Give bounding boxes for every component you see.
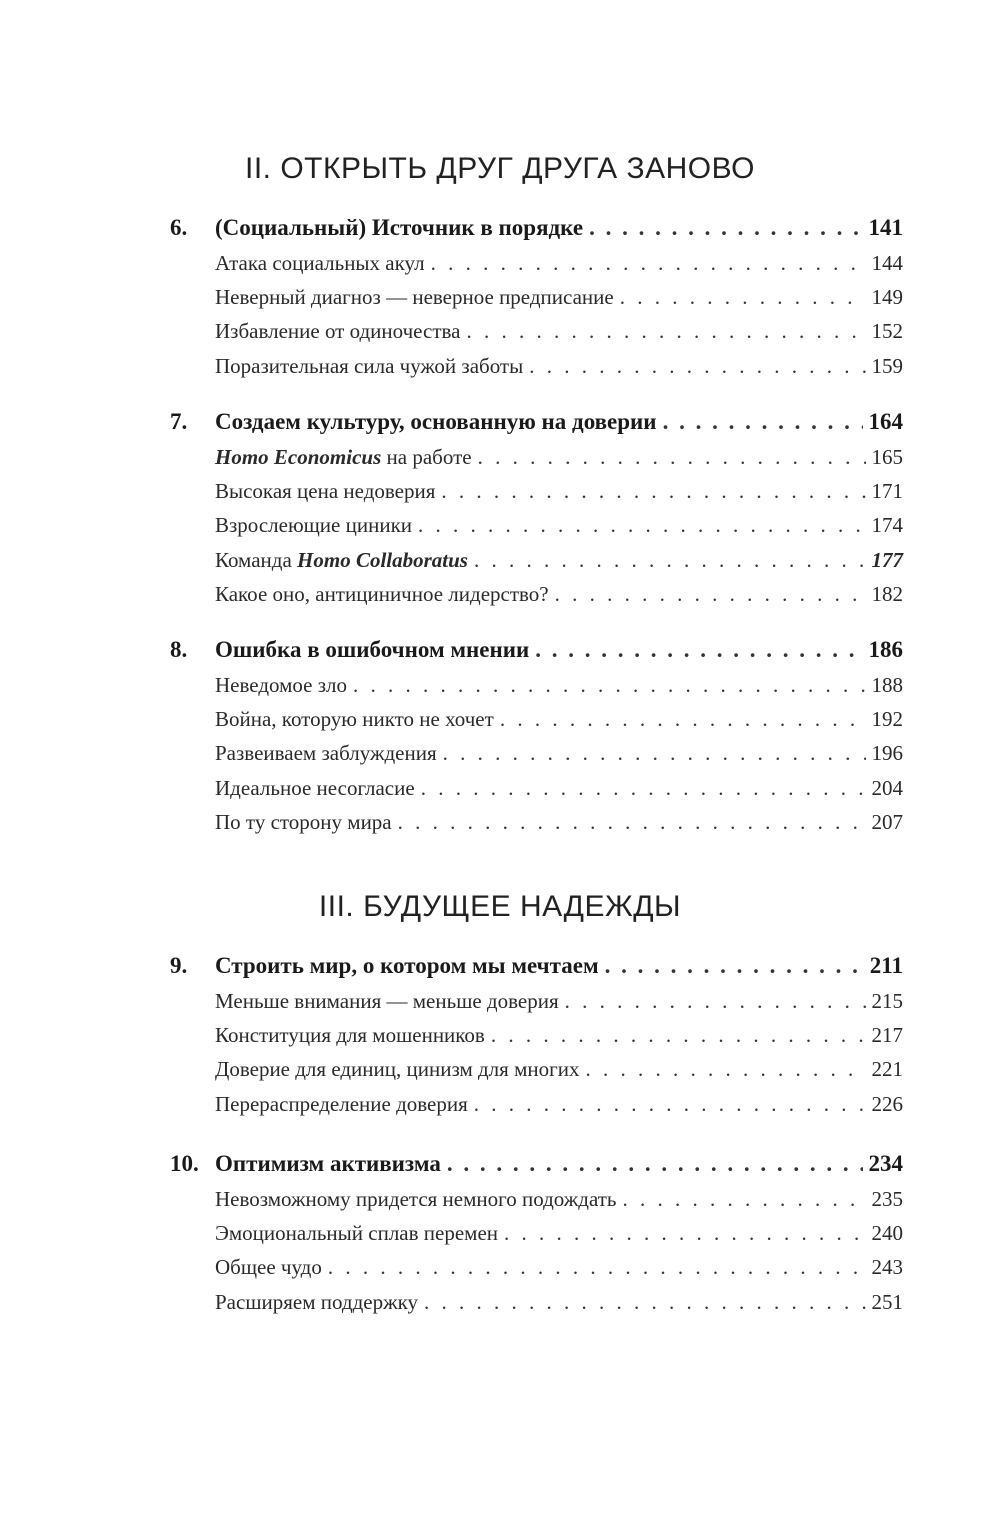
chapter-title: Создаем культуру, основанную на доверии — [215, 409, 657, 434]
chapter-title: Оптимизм активизма — [215, 1151, 441, 1176]
page-number: 152 — [871, 319, 903, 344]
chapter-entry[interactable] — [0, 949, 1000, 983]
section-title: Какое оно, антициничное лидерство? — [215, 581, 549, 606]
chapter-line — [215, 633, 903, 667]
dot-leader — [605, 949, 864, 983]
chapter-title: (Социальный) Источник в порядке — [215, 215, 584, 240]
dot-leader — [478, 440, 866, 474]
section-entry[interactable] — [0, 702, 1000, 736]
part-title: III. БУДУЩЕЕ НАДЕЖДЫ — [318, 890, 682, 923]
section-line — [215, 984, 903, 1018]
chapter-number: 6. — [170, 215, 188, 240]
chapter-line — [215, 1147, 903, 1181]
dot-leader — [535, 633, 862, 667]
italic-term: Homo Collaboratus — [297, 547, 468, 572]
dot-leader — [328, 1250, 866, 1284]
dot-leader — [620, 280, 866, 314]
section-title: Избавление от одиночества — [215, 319, 461, 344]
section-title: Конституция для мошенников — [215, 1023, 485, 1048]
dot-leader — [500, 702, 866, 736]
italic-term: Homo Economicus — [215, 445, 382, 469]
page-number: 235 — [871, 1187, 903, 1211]
section-line — [215, 1216, 903, 1250]
page-number: 234 — [868, 1151, 903, 1176]
dot-leader — [565, 984, 866, 1018]
section-title: Взрослеющие циники — [215, 513, 413, 538]
dot-leader — [529, 349, 865, 383]
section-entry[interactable] — [0, 246, 1000, 280]
page-number: 240 — [871, 1221, 903, 1246]
chapter-number: 7. — [170, 409, 188, 434]
page-number: 196 — [871, 741, 903, 766]
section-line — [215, 1250, 903, 1284]
dot-leader — [663, 405, 863, 439]
section-line — [215, 440, 903, 474]
section-entry[interactable] — [0, 1216, 1000, 1250]
section-entry[interactable] — [0, 543, 1000, 577]
chapter-title: Строить мир, о котором мы мечтаем — [215, 953, 599, 978]
section-title: Высокая цена недоверия — [215, 479, 436, 504]
section-line — [215, 736, 903, 770]
dot-leader — [421, 771, 866, 805]
section-title: Идеальное несогласие — [215, 775, 415, 800]
section-entry[interactable] — [0, 1285, 1000, 1319]
section-line — [215, 543, 903, 577]
section-line — [215, 1052, 903, 1086]
section-entry[interactable] — [0, 805, 1000, 839]
section-entry[interactable] — [0, 577, 1000, 611]
section-entry[interactable] — [0, 440, 1000, 474]
chapter-line — [215, 949, 903, 983]
section-line — [215, 280, 903, 314]
section-entry[interactable] — [0, 1052, 1000, 1086]
chapter-entry[interactable] — [0, 633, 1000, 667]
page-number: 164 — [868, 409, 903, 434]
dot-leader — [555, 577, 866, 611]
section-title: Война, которую никто не хочет — [215, 707, 494, 732]
dot-leader — [447, 1147, 863, 1181]
section-entry[interactable] — [0, 736, 1000, 770]
section-line — [215, 668, 903, 702]
page-number: 149 — [871, 285, 903, 310]
section-line — [215, 1285, 903, 1319]
section-line — [215, 702, 903, 736]
chapter-number: 8. — [170, 637, 188, 662]
section-title: Неведомое зло — [215, 673, 347, 697]
page-number: 192 — [871, 707, 903, 732]
section-title: По ту сторону мира — [215, 809, 392, 834]
page-number: 165 — [871, 445, 903, 469]
page-number: 221 — [871, 1057, 903, 1082]
section-line — [215, 349, 903, 383]
section-entry[interactable] — [0, 1018, 1000, 1052]
section-entry[interactable] — [0, 1182, 1000, 1216]
chapter-number: 9. — [170, 953, 188, 978]
page-number: 186 — [868, 637, 903, 662]
page-number: 171 — [871, 479, 903, 504]
dot-leader — [589, 211, 862, 245]
section-title: Развеиваем заблуждения — [215, 741, 437, 766]
page-number: 141 — [868, 215, 903, 240]
section-line — [215, 474, 903, 508]
section-title: Общее чудо — [215, 1255, 322, 1280]
section-line — [215, 577, 903, 611]
section-line — [215, 508, 903, 542]
section-entry[interactable] — [0, 508, 1000, 542]
section-entry[interactable] — [0, 349, 1000, 383]
section-entry[interactable] — [0, 314, 1000, 348]
section-title: Расширяем поддержку — [215, 1289, 418, 1314]
section-line — [215, 314, 903, 348]
section-entry[interactable] — [0, 280, 1000, 314]
dot-leader — [474, 543, 866, 577]
section-line — [215, 1087, 903, 1121]
dot-leader — [466, 314, 865, 348]
section-entry[interactable] — [0, 771, 1000, 805]
dot-leader — [585, 1052, 865, 1086]
section-line — [215, 771, 903, 805]
section-title: Перераспределение доверия — [215, 1091, 468, 1116]
page-number: 177 — [871, 547, 903, 572]
section-title: Поразительная сила чужой заботы — [215, 353, 524, 378]
page-number: 251 — [871, 1289, 903, 1314]
page-number: 159 — [871, 353, 903, 378]
dot-leader — [431, 246, 866, 280]
dot-leader — [398, 805, 866, 839]
dot-leader — [418, 508, 865, 542]
chapter-entry[interactable] — [0, 1147, 1000, 1181]
chapter-entry[interactable] — [0, 405, 1000, 439]
chapter-title: Ошибка в ошибочном мнении — [215, 637, 530, 662]
chapter-entry[interactable] — [0, 211, 1000, 245]
section-title: Невозможному придется немного подождать — [215, 1187, 617, 1211]
section-title: Эмоциональный сплав перемен — [215, 1221, 499, 1246]
page-number: 188 — [871, 673, 903, 697]
page-number: 204 — [871, 775, 903, 800]
dot-leader — [441, 474, 865, 508]
chapter-line — [215, 405, 903, 439]
section-entry[interactable] — [0, 668, 1000, 702]
section-title: Команда Homo Collaboratus — [215, 547, 468, 572]
page-number: 215 — [871, 989, 903, 1013]
section-entry[interactable] — [0, 1087, 1000, 1121]
section-title: Доверие для единиц, цинизм для многих — [215, 1057, 580, 1082]
dot-leader — [424, 1285, 866, 1319]
section-line — [215, 1018, 903, 1052]
dot-leader — [443, 736, 866, 770]
section-entry[interactable] — [0, 474, 1000, 508]
page-number: 243 — [871, 1255, 903, 1280]
section-line — [215, 246, 903, 280]
dot-leader — [491, 1018, 866, 1052]
section-entry[interactable] — [0, 984, 1000, 1018]
section-title: Homo Economicus на работе — [215, 445, 472, 469]
section-entry[interactable] — [0, 1250, 1000, 1284]
section-line — [215, 805, 903, 839]
page-number: 182 — [871, 581, 903, 606]
dot-leader — [623, 1182, 866, 1216]
chapter-number: 10. — [170, 1151, 199, 1176]
section-title: Меньше внимания — меньше доверия — [215, 989, 559, 1013]
page-number: 211 — [869, 953, 903, 978]
page-number: 217 — [871, 1023, 903, 1048]
dot-leader — [353, 668, 866, 702]
dot-leader — [474, 1087, 866, 1121]
page-number: 226 — [871, 1091, 903, 1116]
section-title: Атака социальных акул — [215, 251, 425, 275]
page-number: 174 — [871, 513, 903, 538]
section-line — [215, 1182, 903, 1216]
part-title: II. ОТКРЫТЬ ДРУГ ДРУГА ЗАНОВО — [245, 152, 755, 185]
section-title: Неверный диагноз — неверное предписание — [215, 285, 614, 310]
chapter-line — [215, 211, 903, 245]
dot-leader — [504, 1216, 865, 1250]
page-number: 207 — [871, 809, 903, 834]
page-number: 144 — [871, 251, 903, 275]
